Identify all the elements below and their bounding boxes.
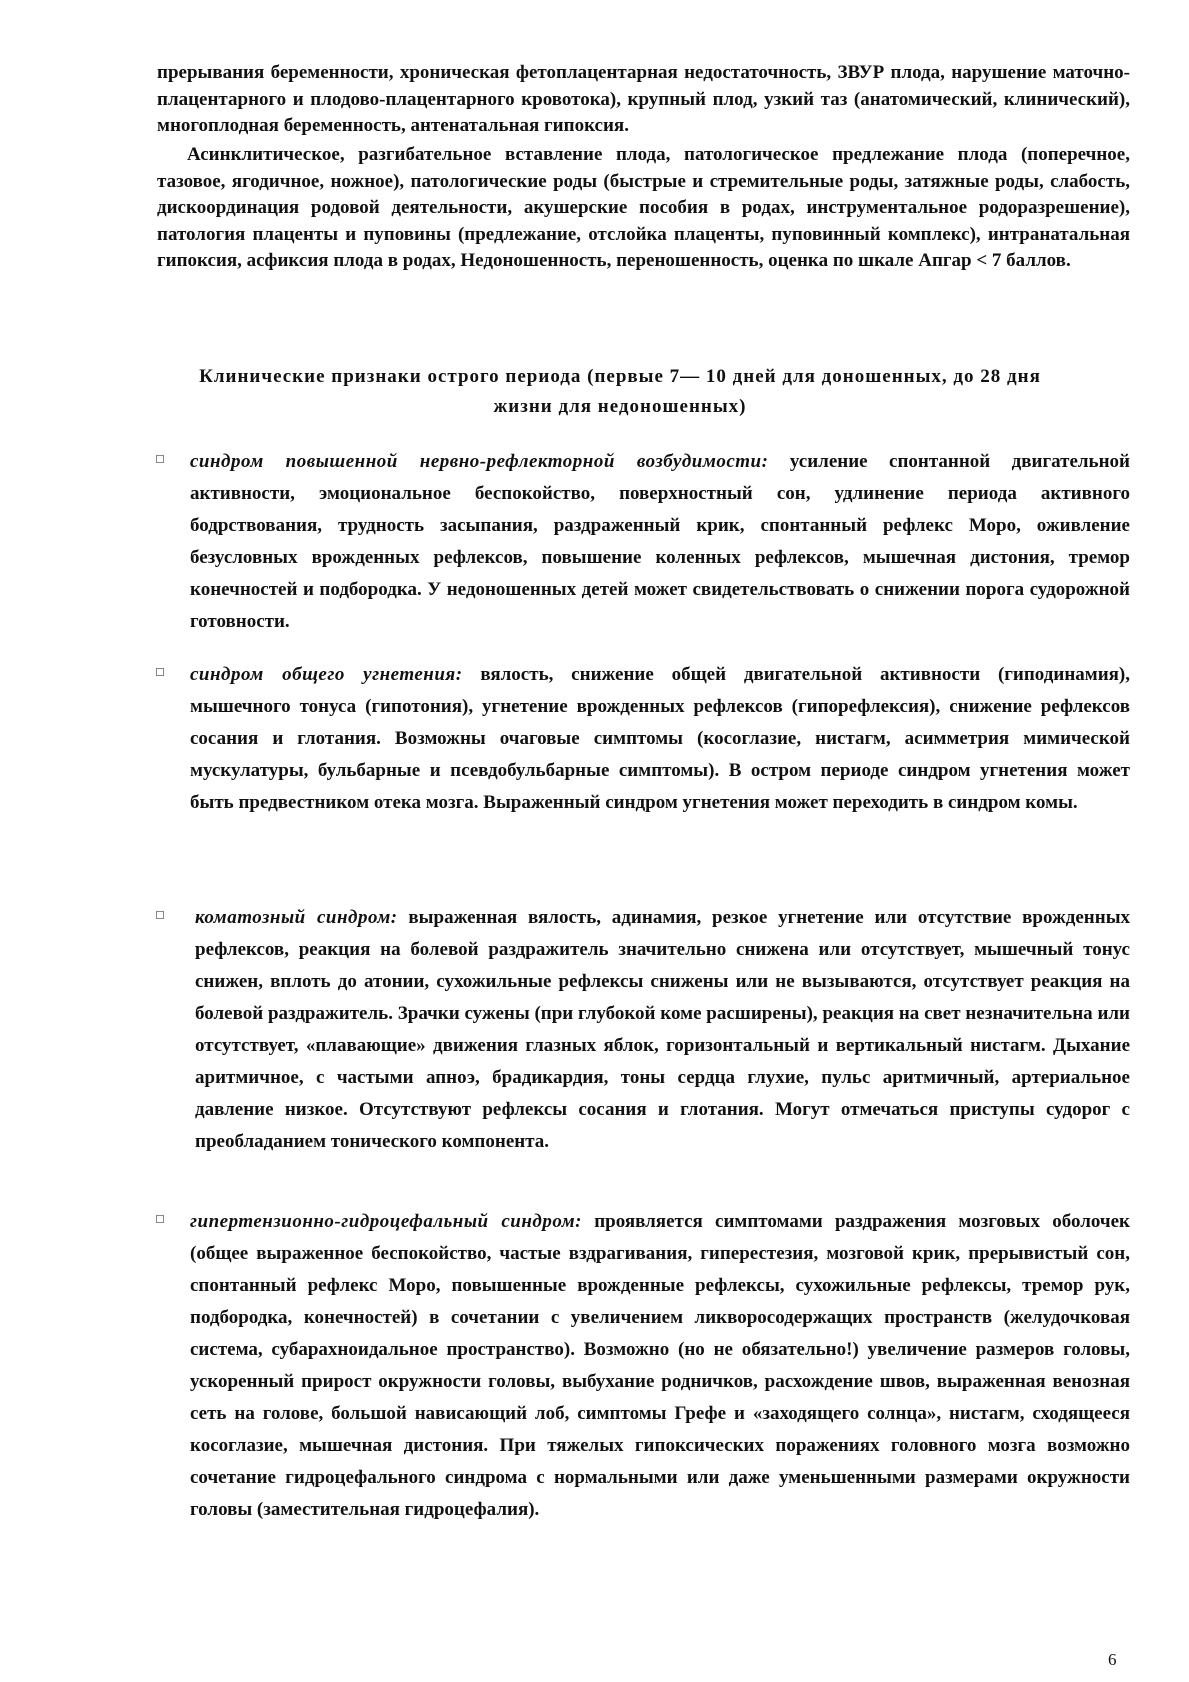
- intro-paragraph-1: прерывания беременности, хроническая фетоплацентарная недостаточность, ЗВУР плода, нарушение маточно-плацентарного и плодово-плацентарного кровотока), крупный плод, узкий таз (анатомический, клинический), многоплодная беременность, антенатальная гипоксия.: [157, 62, 1130, 137]
- list-item-text: [190, 659, 1130, 819]
- section-heading: [110, 362, 1130, 422]
- square-bullet-icon: [156, 911, 164, 919]
- page-number: 6: [1108, 1650, 1117, 1669]
- square-bullet-icon: [156, 668, 164, 676]
- list-item-term: синдром общего угнетения:: [190, 664, 463, 685]
- section-heading-line-1: Клинические признаки острого периода (первые 7— 10 дней для доношенных, до 28 дня: [199, 366, 1041, 387]
- list-item-description: выраженная вялость, адинамия, резкое угнетение или отсутствие врожденных рефлексов, реакция на болевой раздражитель значительно снижена или отсутствует, мышечный тонус снижен, вплоть до атонии, сухожильные рефлексы снижены или не вызываются, отсутствует реакция на болевой раздражитель. Зрачки сужены (при глубокой коме расширены), реакция на свет незначительна или отсутствует, «плавающие» движения глазных яблок, горизонтальный и вертикальный нистагм. Дыхание аритмичное, с частыми апноэ, брадикардия, тоны сердца глухие, пульс аритмичный, артериальное давление низкое. Отсутствуют рефлексы сосания и глотания. Могут отмечаться приступы судорог с преобладанием тонического компонента.: [195, 907, 1131, 1152]
- list-item-text: [190, 1206, 1130, 1526]
- section-heading-line-2: жизни для недоношенных): [493, 396, 747, 417]
- list-item-term: коматозный синдром:: [195, 907, 398, 928]
- square-bullet-icon: [156, 1215, 164, 1223]
- square-bullet-icon: [156, 455, 164, 463]
- list-item-description: проявляется симптомами раздражения мозговых оболочек (общее выраженное беспокойство, частые вздрагивания, гиперестезия, мозговой крик, прерывистый сон, спонтанный рефлекс Моро, повышенные врожденные рефлексы, сухожильные рефлексы, тремор рук, подбородка, конечностей) в сочетании с увеличением ликворосодержащих пространств (желудочковая система, субарахноидальное пространство). Возможно (но не обязательно!) увеличение размеров головы, ускоренный прирост окружности головы, выбухание родничков, расхождение швов, выраженная венозная сеть на голове, большой нависающий лоб, симптомы Грефе и «заходящего солнца», нистагм, сходящееся косоглазие, мышечная дистония. При тяжелых гипоксических поражениях головного мозга возможно сочетание гидроцефального синдрома с нормальными или даже уменьшенными размерами окружности головы (заместительная гидроцефалия).: [190, 1211, 1131, 1520]
- list-item-term: гипертензионно-гидроцефальный синдром:: [190, 1211, 582, 1232]
- list-item-description: вялость, снижение общей двигательной активности (гиподинамия), мышечного тонуса (гипотония), угнетение врожденных рефлексов (гипорефлексия), снижение рефлексов сосания и глотания. Возможны очаговые симптомы (косоглазие, нистагм, асимметрия мимической мускулатуры, бульбарные и псевдобульбарные симптомы). В остром периоде синдром угнетения может быть предвестником отека мозга. Выраженный синдром угнетения может переходить в синдром комы.: [190, 664, 1131, 813]
- intro-paragraph-2: Асинклитическое, разгибательное вставление плода, патологическое предлежание плода (поперечное, тазовое, ягодичное, ножное), патологические роды (быстрые и стремительные роды, затяжные роды, слабость, дискоординация родовой деятельности, акушерские пособия в родах, инструментальное родоразрешение), патология плаценты и пуповины (предлежание, отслойка плаценты, пуповинный комплекс), интранатальная гипоксия, асфиксия плода в родах, Недоношенность, переношенность, оценка по шкале Апгар < 7 баллов.: [157, 144, 1130, 272]
- list-item-description: усиление спонтанной двигательной активности, эмоциональное беспокойство, поверхностный сон, удлинение периода активного бодрствования, трудность засыпания, раздраженный крик, спонтанный рефлекс Моро, оживление безусловных врожденных рефлексов, повышение коленных рефлексов, мышечная дистония, тремор конечностей и подбородка. У недоношенных детей может свидетельствовать о снижении порога судорожной готовности.: [190, 451, 1130, 632]
- list-item-text: [195, 902, 1130, 1158]
- list-item-term: синдром повышенной нервно-рефлекторной возбудимости:: [190, 451, 769, 472]
- list-item-text: [190, 446, 1130, 638]
